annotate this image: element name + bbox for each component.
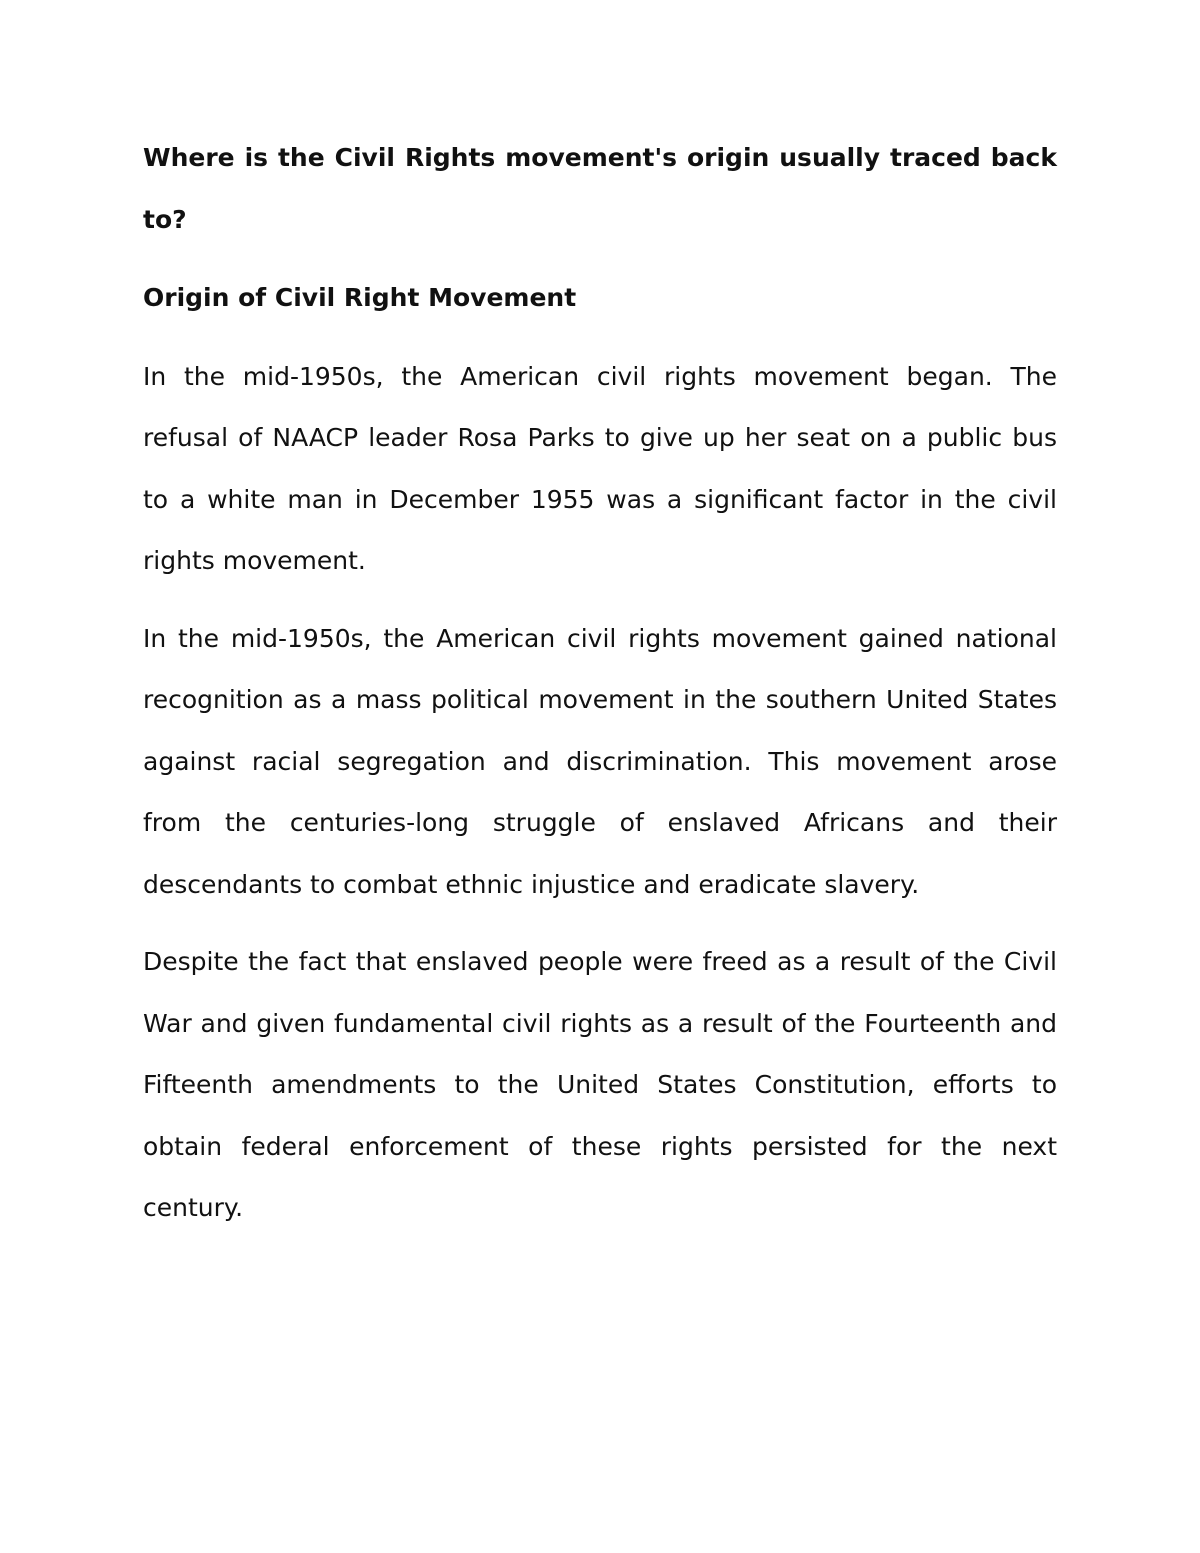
paragraph-1: In the mid-1950s, the American civil rights movement began. The refusal of NAACP leader Rosa Parks to give up her seat on a public bus to a white man in December 1955 was a significant factor in the civil rights movement. [143,361,1057,575]
document-body [143,127,1057,1255]
section-heading: Origin of Civil Right Movement [143,283,577,312]
paragraph-2: In the mid-1950s, the American civil rights movement gained national recognition as a mass political movement in the southern United States against racial segregation and discrimination. This movement arose from the centuries-long struggle of enslaved Africans and their descendants to combat ethnic injustice and eradicate slavery. [143,623,1057,899]
question-title: Where is the Civil Rights movement's origin usually traced back to? [143,143,1057,234]
paragraph-3: Despite the fact that enslaved people were freed as a result of the Civil War and given fundamental civil rights as a result of the Fourteenth and Fifteenth amendments to the United States Constitution, efforts to obtain federal enforcement of these rights persisted for the next century. [143,947,1057,1222]
